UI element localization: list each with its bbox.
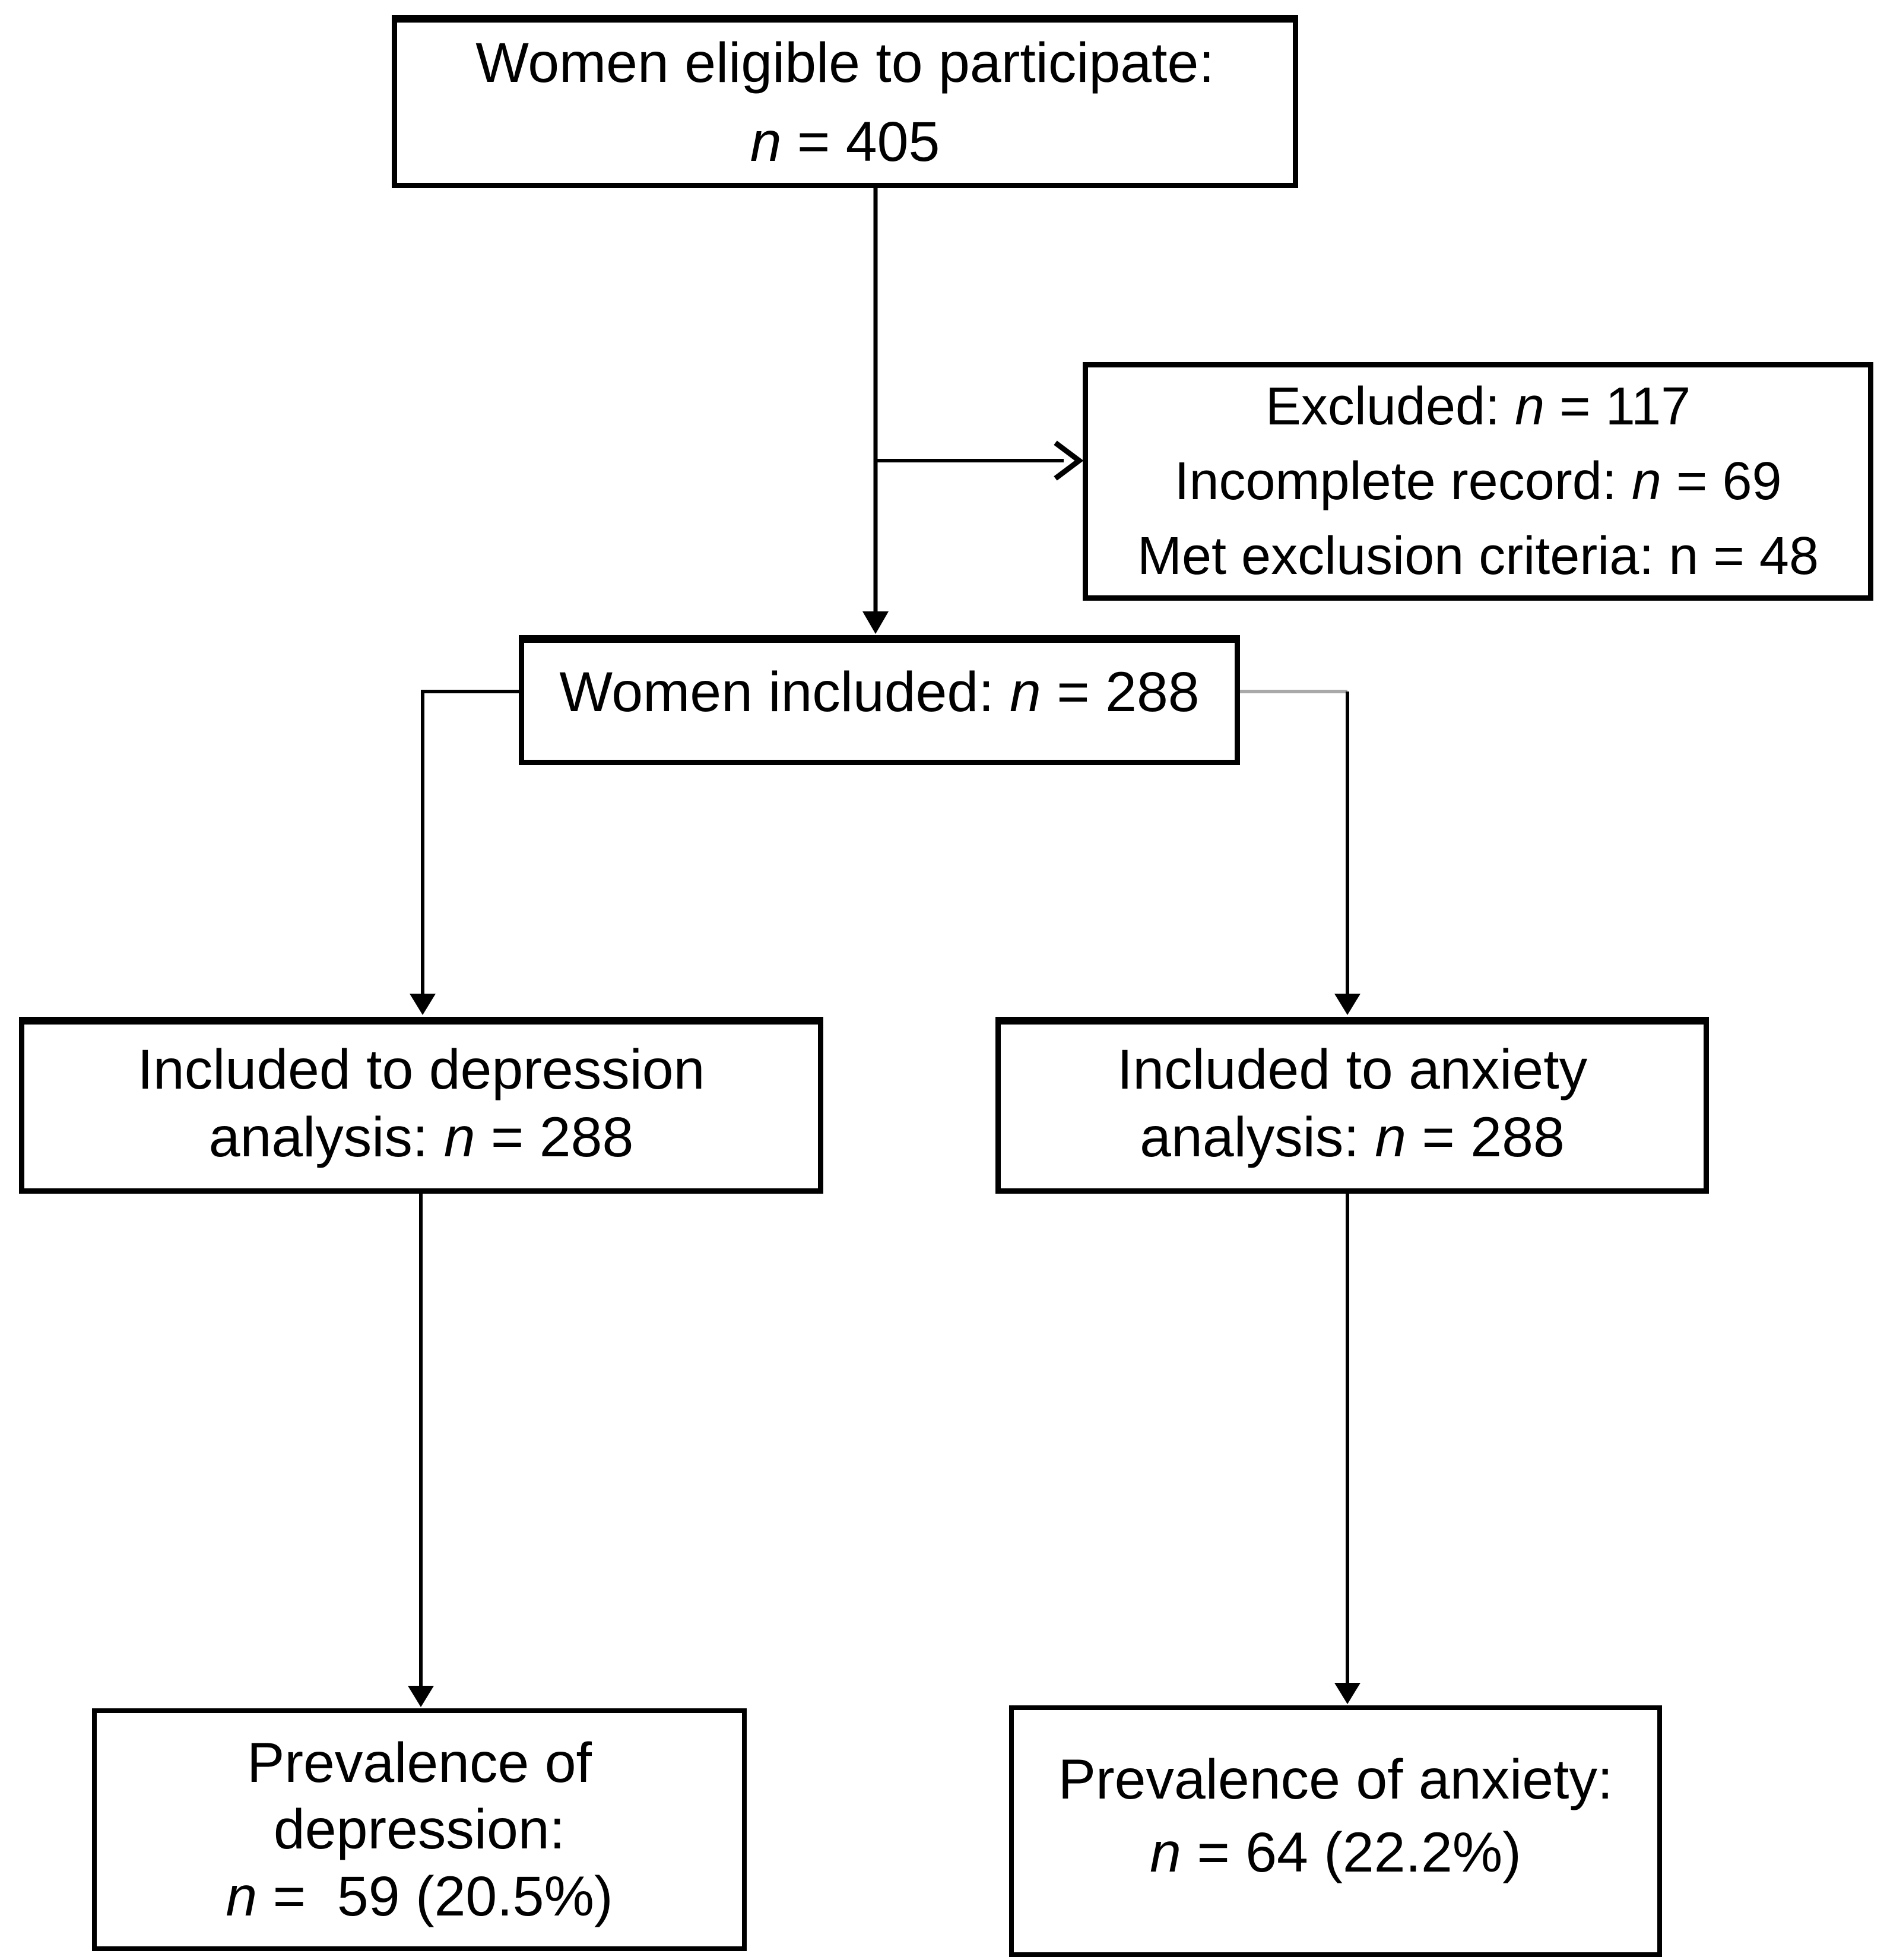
text-line <box>1150 1816 1521 1890</box>
box-prevalence-anxiety <box>1009 1705 1662 1957</box>
arrowhead-anxiety-to-prevalence <box>1334 1683 1360 1704</box>
text-segment: analysis: <box>208 1106 444 1169</box>
box-prevalence-depression <box>92 1708 747 1951</box>
box-anxiety-analysis <box>995 1017 1709 1194</box>
text-line <box>475 24 1214 103</box>
text-segment: n <box>1515 377 1545 436</box>
box-depression-analysis <box>19 1017 823 1194</box>
text-segment: = 288 <box>1041 660 1200 724</box>
text-segment: n <box>750 110 782 173</box>
box-excluded <box>1083 362 1873 601</box>
text-segment: = 64 (22.2%) <box>1181 1821 1521 1884</box>
text-line <box>247 1730 592 1796</box>
text-segment: Women eligible to participate: <box>475 31 1214 94</box>
connector-included-to-depression <box>423 692 519 998</box>
arrowhead-eligible-to-included <box>862 611 889 634</box>
text-segment: Included to anxiety <box>1117 1038 1588 1101</box>
text-segment: Met exclusion criteria: n = 48 <box>1137 527 1819 586</box>
text-segment: Prevalence of anxiety: <box>1058 1747 1613 1811</box>
text-line <box>1174 444 1781 519</box>
text-segment: Women included: <box>559 660 1010 724</box>
text-line <box>209 1103 634 1171</box>
arrowhead-included-to-depression <box>410 994 436 1015</box>
text-segment: = 405 <box>781 110 940 173</box>
text-segment: n <box>1150 1821 1181 1884</box>
text-segment: Excluded: <box>1265 377 1515 436</box>
text-line <box>1140 1103 1565 1171</box>
text-segment: = 288 <box>475 1106 634 1169</box>
text-line <box>138 1036 705 1103</box>
text-segment: = 117 <box>1545 377 1691 436</box>
text-line <box>1266 369 1691 444</box>
text-line <box>1137 519 1819 594</box>
text-segment: n <box>443 1106 475 1169</box>
arrowhead-included-to-anxiety <box>1334 994 1360 1015</box>
text-segment: Incomplete record: <box>1174 452 1632 511</box>
text-segment: Prevalence of <box>247 1731 592 1795</box>
text-segment: n <box>1631 452 1661 511</box>
text-segment: = 59 (20.5%) <box>257 1864 613 1928</box>
text-segment: = 69 <box>1661 452 1782 511</box>
text-line <box>750 103 940 182</box>
text-segment: n <box>226 1864 258 1928</box>
text-line <box>559 656 1199 730</box>
text-segment: = 288 <box>1406 1106 1565 1169</box>
text-segment: analysis: <box>1140 1106 1375 1169</box>
text-line <box>226 1863 613 1930</box>
box-women-eligible <box>392 15 1298 188</box>
text-segment: n <box>1010 660 1041 724</box>
text-line <box>1058 1743 1613 1817</box>
text-segment: Included to depression <box>137 1038 705 1101</box>
text-line <box>1117 1036 1587 1103</box>
text-segment: depression: <box>273 1798 566 1861</box>
box-women-included <box>519 635 1240 765</box>
text-line <box>274 1796 565 1863</box>
arrowhead-depression-to-prevalence <box>408 1686 434 1707</box>
text-segment: n <box>1375 1106 1407 1169</box>
